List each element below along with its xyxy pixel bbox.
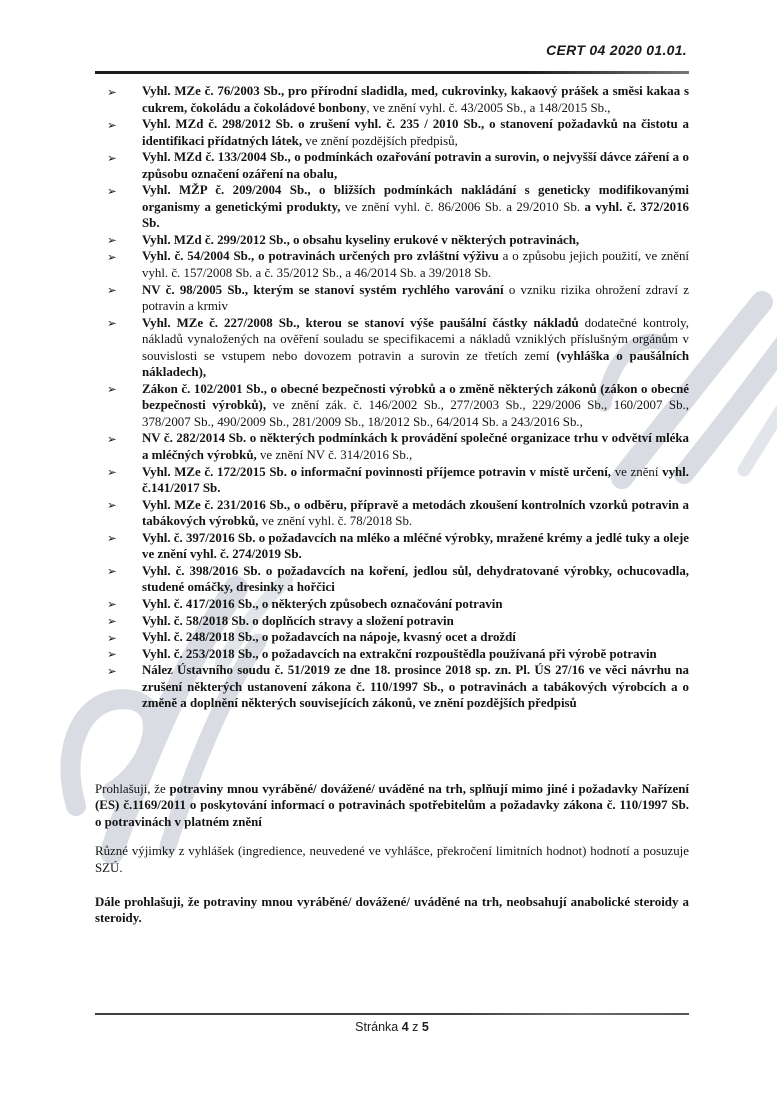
page-footer bbox=[95, 1013, 689, 1034]
bold-text-run: Dále prohlašuji, že potraviny mnou vyráběné/ dovážené/ uváděné na trh, neobsahují anabolické steroidy a steroidy. bbox=[95, 894, 689, 926]
text-run: ve znění bbox=[611, 464, 663, 479]
page-number bbox=[95, 1020, 689, 1034]
arrow-bullet-icon: ➢ bbox=[107, 382, 117, 397]
bold-text-run: (vyhláška o paušálních nákladech), bbox=[142, 348, 689, 380]
text-run: , ve znění vyhl. č. 43/2005 Sb., a 148/2015 Sb., bbox=[366, 100, 611, 115]
bold-text-run: Vyhl. č. 417/2016 Sb., o některých způsobech označování potravin bbox=[142, 596, 503, 611]
header-rule bbox=[95, 71, 689, 74]
bold-text-run: Vyhl. č. 253/2018 Sb., o požadavcích na extrakční rozpouštědla používaná při výrobě potravin bbox=[142, 646, 657, 661]
regulation-item bbox=[95, 232, 689, 249]
text-run: Prohlašuji, že bbox=[95, 781, 170, 796]
arrow-bullet-icon: ➢ bbox=[107, 564, 117, 579]
text-run: ve znění vyhl. č. 78/2018 Sb. bbox=[258, 514, 413, 529]
regulation-text bbox=[142, 630, 516, 644]
regulation-text bbox=[142, 614, 454, 628]
regulation-text bbox=[142, 382, 689, 429]
regulation-item bbox=[95, 430, 689, 463]
bold-text-run: Vyhl. MZd č. 299/2012 Sb., o obsahu kyseliny erukové v některých potravinách, bbox=[142, 232, 580, 247]
arrow-bullet-icon: ➢ bbox=[107, 233, 117, 248]
regulation-item bbox=[95, 464, 689, 497]
arrow-bullet-icon: ➢ bbox=[107, 465, 117, 480]
regulation-item bbox=[95, 613, 689, 630]
arrow-bullet-icon: ➢ bbox=[107, 531, 117, 546]
regulation-item bbox=[95, 282, 689, 315]
bold-text-run: Vyhl. č. 398/2016 Sb. o požadavcích na koření, jedlou sůl, dehydratované výrobky, ochucovadla, studené omáčky, dresinky a hořčici bbox=[142, 563, 689, 595]
bold-text-run: vyhl. č.141/2017 Sb. bbox=[142, 464, 689, 496]
regulation-list bbox=[95, 83, 689, 712]
arrow-bullet-icon: ➢ bbox=[107, 498, 117, 513]
regulation-item bbox=[95, 315, 689, 381]
bold-text-run: Vyhl. č. 397/2016 Sb. o požadavcích na mléko a mléčné výrobky, mražené krémy a jedlé tuky a oleje ve znění vyhl. č. 274/2019 Sb. bbox=[142, 530, 689, 562]
bold-text-run: 4 bbox=[401, 1020, 409, 1034]
text-run: Stránka bbox=[355, 1020, 402, 1034]
regulation-text bbox=[142, 663, 689, 710]
regulation-item bbox=[95, 646, 689, 663]
regulation-text bbox=[142, 465, 689, 496]
declaration-paragraph bbox=[95, 781, 689, 831]
document-header bbox=[95, 42, 689, 58]
text-run: o vzniku rizika ohrožení zdraví z potravin a krmiv bbox=[142, 282, 689, 314]
bold-text-run: Vyhl. MZe č. 172/2015 Sb. o informační povinnosti příjemce potravin v místě určení, bbox=[142, 464, 612, 479]
text-run: Různé výjimky z vyhlášek (ingredience, neuvedené ve vyhlášce, překročení limitních hodnot) hodnotí a posuzuje SZÚ. bbox=[95, 844, 689, 875]
bold-text-run: Vyhl. MZe č. 76/2003 Sb., pro přírodní sladidla, med, cukrovinky, kakaový prášek a směsi kakaa s cukrem, čokoládu a čokoládové bonbony bbox=[142, 84, 689, 115]
regulation-item bbox=[95, 629, 689, 646]
regulation-item bbox=[95, 530, 689, 563]
regulation-item bbox=[95, 563, 689, 596]
bold-text-run: Vyhl. MZd č. 133/2004 Sb., o podmínkách ozařování potravin a surovin, o nejvyšší dávce záření a o způsobu označení ozáření na obalu, bbox=[142, 150, 689, 181]
arrow-bullet-icon: ➢ bbox=[107, 316, 117, 331]
regulation-item bbox=[95, 116, 689, 149]
arrow-bullet-icon: ➢ bbox=[107, 597, 117, 612]
arrow-bullet-icon: ➢ bbox=[107, 283, 117, 298]
footer-rule bbox=[95, 1013, 689, 1015]
bold-text-run: Vyhl. č. 248/2018 Sb., o požadavcích na nápoje, kvasný ocet a droždí bbox=[142, 630, 516, 645]
bold-text-run: Vyhl. č. 54/2004 Sb., o potravinách určených pro zvláštní výživu bbox=[142, 249, 499, 264]
regulation-item bbox=[95, 248, 689, 281]
regulation-text bbox=[142, 283, 689, 314]
declaration-paragraph bbox=[95, 843, 689, 876]
document-body bbox=[95, 42, 689, 927]
regulation-text bbox=[142, 249, 689, 280]
regulation-text bbox=[142, 233, 579, 247]
bold-text-run: 5 bbox=[421, 1020, 429, 1034]
regulation-text bbox=[142, 531, 689, 562]
regulation-item bbox=[95, 497, 689, 530]
text-run: ve znění vyhl. č. 86/2006 Sb. a 29/2010 Sb. bbox=[340, 199, 585, 214]
text-run: ve znění zák. č. 146/2002 Sb., 277/2003 Sb., 229/2006 Sb., 160/2007 Sb., 378/2007 Sb., 490/2009 Sb., 281/2009 Sb., 18/2012 Sb., 64/2014 Sb. a 243/2016 Sb., bbox=[142, 398, 689, 429]
bold-text-run: Vyhl. č. 58/2018 Sb. o doplňcích stravy a složení potravin bbox=[142, 613, 454, 628]
regulation-text bbox=[142, 564, 689, 595]
regulation-item bbox=[95, 149, 689, 182]
declaration-paragraph bbox=[95, 894, 689, 927]
regulation-item bbox=[95, 381, 689, 431]
regulation-text bbox=[142, 183, 689, 230]
arrow-bullet-icon: ➢ bbox=[107, 614, 117, 628]
arrow-bullet-icon: ➢ bbox=[107, 117, 117, 132]
text-run: a o způsobu jejich použití, ve znění vyhl. č. 157/2008 Sb. a č. 35/2012 Sb., a 46/2014 Sb. a 39/2018 Sb. bbox=[142, 249, 689, 281]
bold-text-run: Zákon č. 102/2001 Sb., o obecné bezpečnosti výrobků a o změně některých zákonů (zákon o obecné bezpečnosti výrobků), bbox=[142, 381, 689, 413]
bold-text-run: NV č. 282/2014 Sb. o některých podmínkách k provádění společné organizace trhu v odvětví mléka a mléčných výrobků, bbox=[142, 431, 689, 463]
regulation-text bbox=[142, 117, 689, 148]
regulation-text bbox=[142, 84, 689, 115]
regulation-item bbox=[95, 83, 689, 116]
arrow-bullet-icon: ➢ bbox=[107, 630, 117, 645]
arrow-bullet-icon: ➢ bbox=[107, 183, 117, 198]
arrow-bullet-icon: ➢ bbox=[107, 647, 117, 662]
bold-text-run: Vyhl. MZe č. 227/2008 Sb., kterou se stanoví výše paušální částky nákladů bbox=[142, 315, 579, 330]
arrow-bullet-icon: ➢ bbox=[107, 249, 117, 264]
regulation-text bbox=[142, 498, 689, 529]
arrow-bullet-icon: ➢ bbox=[107, 150, 117, 165]
bold-text-run: a vyhl. č. 372/2016 Sb. bbox=[142, 199, 689, 231]
text-run: z bbox=[408, 1020, 422, 1034]
header-code: CERT 04 2020 01.01. bbox=[546, 42, 687, 58]
regulation-item bbox=[95, 662, 689, 712]
bold-text-run: Nález Ústavního soudu č. 51/2019 ze dne 18. prosince 2018 sp. zn. Pl. ÚS 27/16 ve věci návrhu na zrušení některých ustanovení zákona č. 110/1997 Sb., o potravinách a tabákových výrobcích a o změně a doplnění některých souvisejících zákonů, ve znění pozdějších předpisů bbox=[142, 663, 689, 711]
arrow-bullet-icon: ➢ bbox=[107, 431, 117, 446]
arrow-bullet-icon: ➢ bbox=[107, 84, 117, 99]
regulation-item bbox=[95, 182, 689, 232]
regulation-text bbox=[142, 431, 689, 462]
bold-text-run: Vyhl. MŽP č. 209/2004 Sb., o bližších podmínkách nakládání s geneticky modifikovanými organismy a genetickými produkty, bbox=[142, 183, 689, 214]
bold-text-run: Vyhl. MZd č. 298/2012 Sb. o zrušení vyhl. č. 235 / 2010 Sb., o stanovení požadavků na čistotu a identifikaci přídatných látek, bbox=[142, 117, 689, 148]
regulation-text bbox=[142, 597, 503, 611]
regulation-text bbox=[142, 647, 657, 661]
bold-text-run: potraviny mnou vyráběné/ dovážené/ uváděné na trh, splňují mimo jiné i požadavky Nařízení (ES) č.1169/2011 o poskytování informací o potravinách spotřebitelům a požadavky zákona č. 110/1997 Sb. o potravinách v platném znění bbox=[95, 781, 689, 829]
bold-text-run: NV č. 98/2005 Sb., kterým se stanoví systém rychlého varování bbox=[142, 282, 504, 297]
regulation-item bbox=[95, 596, 689, 613]
regulation-text bbox=[142, 150, 689, 181]
text-run: ve znění pozdějších předpisů, bbox=[302, 133, 458, 148]
regulation-text bbox=[142, 316, 689, 380]
bold-text-run: Vyhl. MZe č. 231/2016 Sb., o odběru, přípravě a metodách zkoušení kontrolních vzorků potravin a tabákových výrobků, bbox=[142, 497, 689, 529]
arrow-bullet-icon: ➢ bbox=[107, 663, 117, 678]
declaration-section bbox=[95, 781, 689, 927]
text-run: ve znění NV č. 314/2016 Sb., bbox=[256, 448, 413, 463]
text-run: dodatečné kontroly, nákladů vynaložených na ověření souladu se specifikacemi a nákladů vzniklých příslušným orgánům v souvislosti se vstupem nebo dovozem potravin a surovin ze třetích zemí bbox=[142, 315, 689, 363]
